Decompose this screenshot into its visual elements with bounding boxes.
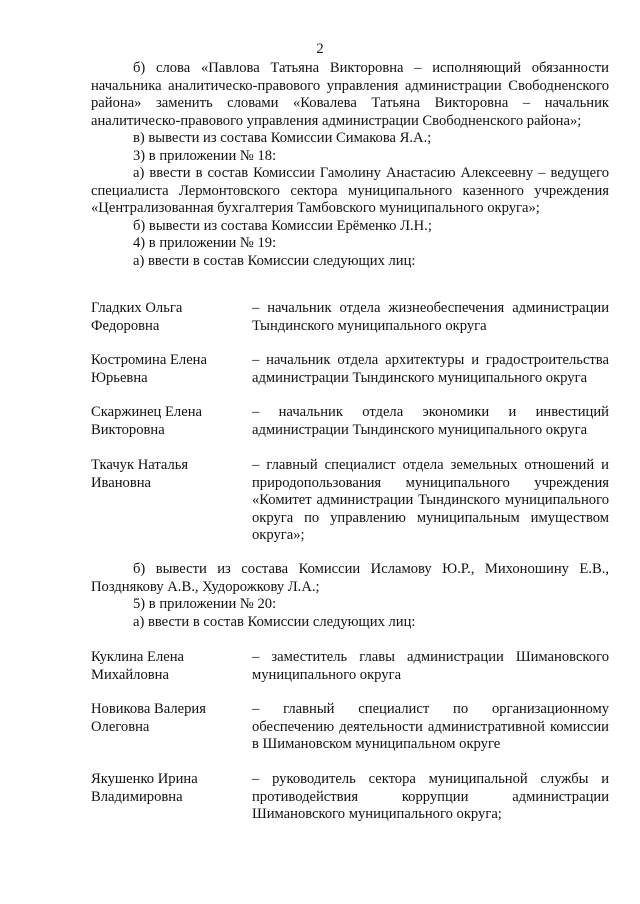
member-name: Скаржинец Елена Викторовна	[91, 404, 202, 438]
paragraph-a-add-persons-19: а) ввести в состав Комиссии следующих лиц:	[133, 252, 416, 269]
member-role: – руководитель сектора муниципальной службы и противодействия коррупции администрации Шимановского муниципального округа;	[252, 771, 609, 822]
member-role: – главный специалист по организационному обеспечению деятельности административной комиссии в Шимановском муниципальном округе	[252, 701, 609, 752]
paragraph-a-add-persons-20: а) ввести в состав Комиссии следующих лиц:	[133, 613, 416, 630]
paragraph-a-add-gamolina: а) ввести в состав Комиссии Гамолину Анастасию Алексеевну – ведущего специалиста Лермонтовского сектора муниципального казенного учреждения «Централизованная бухгалтерия Тамбовского муниципального округа»;	[91, 165, 609, 216]
member-name: Гладких Ольга Федоровна	[91, 300, 183, 334]
page-number: 2	[316, 41, 324, 57]
paragraph-b-replace-words: б) слова «Павлова Татьяна Викторовна – исполняющий обязанности начальника аналитическо-правового управления администрации Свободненского района» заменить словами «Ковалева Татьяна Викторовна – начальник аналитическо-правового управления администрации Свободненского района»;	[91, 60, 609, 129]
paragraph-appendix-20: 5) в приложении № 20:	[133, 596, 277, 612]
paragraph-b-remove-eremenko: б) вывести из состава Комиссии Ерёменко Л.Н.;	[133, 217, 432, 234]
paragraph-appendix-19: 4) в приложении № 19:	[133, 235, 277, 251]
member-role: – начальник отдела жизнеобеспечения администрации Тындинского муниципального округа	[252, 300, 609, 334]
member-name: Куклина Елена Михайловна	[91, 649, 185, 683]
paragraph-v-remove-simakov: в) вывести из состава Комиссии Симакова Я.А.;	[133, 130, 432, 146]
member-role: – заместитель главы администрации Шимановского муниципального округа	[252, 649, 609, 683]
member-name: Новикова Валерия Олеговна	[91, 701, 206, 735]
member-name: Ткачук Наталья Ивановна	[91, 457, 189, 491]
member-role: – главный специалист отдела земельных отношений и природопользования муниципального учреждения «Комитет администрации Тындинского муниципального округа по управлению муниципальным имуществом округа»;	[252, 457, 609, 543]
middle-block	[91, 561, 609, 631]
member-role: – начальник отдела архитектуры и градостроительства администрации Тындинского муниципального округа	[252, 352, 609, 386]
member-name: Якушенко Ирина Владимировна	[91, 771, 198, 805]
member-role: – начальник отдела экономики и инвестиций администрации Тындинского муниципального округа	[252, 404, 609, 438]
paragraph-appendix-18: 3) в приложении № 18:	[133, 147, 277, 164]
paragraph-b-remove-persons: б) вывести из состава Комиссии Исламову Ю.Р., Михоношину Е.В., Позднякову А.В., Худорожкову Л.А.;	[91, 561, 609, 595]
intro-block	[91, 60, 609, 270]
member-name: Костромина Елена Юрьевна	[91, 352, 207, 386]
